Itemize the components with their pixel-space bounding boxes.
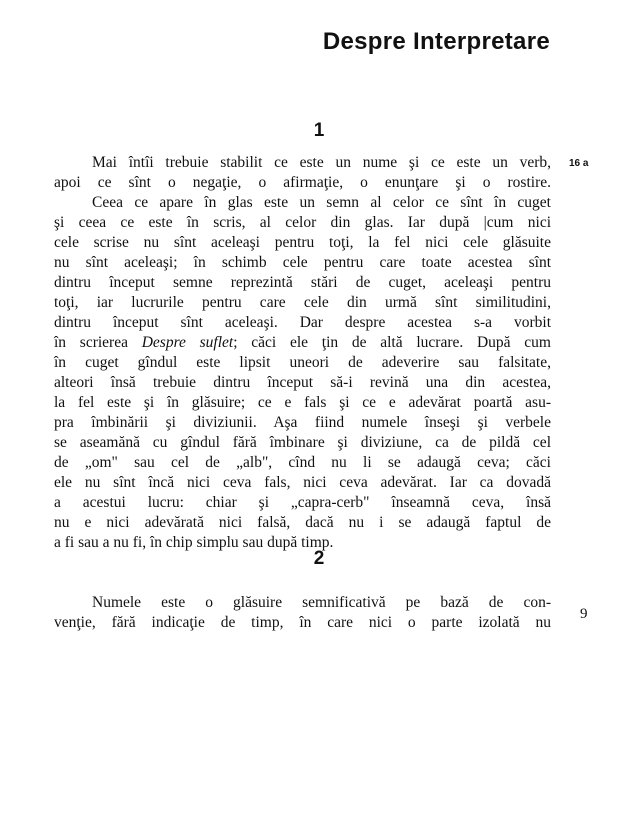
text-line: se aseamănă cu gîndul fără îmbinare şi diviziune, ca de pildă cel <box>54 434 551 451</box>
text-line: la fel este şi în glăsuire; ce e fals şi ce e adevărat poartă asu- <box>54 394 551 411</box>
text-line: a fi sau a nu fi, în chip simplu sau după timp. <box>54 534 334 551</box>
text-line: pra îmbinării şi diviziunii. Aşa fiind numele înseşi şi verbele <box>54 414 551 431</box>
text-line: toţi, iar lucrurile pentru care cele din urmă sînt similitudini, <box>54 294 551 311</box>
text-line: alteori însă trebuie dintru început să-i revină una din acestea, <box>54 374 551 391</box>
margin-reference: 16 a <box>569 158 589 169</box>
cited-work-title: Despre suflet <box>141 334 234 351</box>
text-line: dintru început sînt aceleaşi. Dar despre acestea s-a vorbit <box>54 314 551 331</box>
text-line: apoi ce sînt o negaţie, o afirmaţie, o enunţare şi o rostire. <box>54 174 551 191</box>
text-line: Ceea ce apare în glas este un semn al celor ce sînt în cuget <box>92 194 551 211</box>
text-line: venţie, fără indicaţie de timp, în care nici o parte izolată nu <box>54 614 551 631</box>
text-line: nu e nici adevărată nici falsă, dacă nu i se adaugă faptul de <box>54 514 551 531</box>
text-line: Numele este o glăsuire semnificativă pe bază de con- <box>92 594 551 611</box>
text-line: cele scrise nu sînt aceleaşi pentru toţi, la fel nici cele glăsuite <box>54 234 551 251</box>
margin-reference: 9 <box>580 606 588 622</box>
chapter-number: 2 <box>313 548 325 569</box>
text-line: nu sînt aceleaşi; în schimb cele pentru care toate acestea sînt <box>54 254 551 271</box>
text-line: şi ceea ce este în scris, al celor din glas. Iar după |cum nici <box>54 214 551 231</box>
text-line: de „om" sau cel de „alb", cînd nu li se adaugă ceva; căci <box>54 454 551 471</box>
text-line: a acestui lucru: chiar şi „capra-cerb" înseamnă ceva, însă <box>54 494 551 511</box>
chapter-number: 1 <box>313 120 325 141</box>
text-line: în cuget gîndul este lipsit uneori de adeverire sau falsitate, <box>54 354 551 371</box>
text-line: Mai întîi trebuie stabilit ce este un nume şi ce este un verb, <box>92 154 551 171</box>
text-line: ele nu sînt încă nici ceva fals, nici ceva adevărat. Iar ca dovadă <box>54 474 551 491</box>
text-line: dintru început semne reprezintă stări de cuget, aceleaşi pentru <box>54 274 551 291</box>
running-title: Despre Interpretare <box>322 28 550 55</box>
text-line: în scrierea Despre suflet; căci ele ţin de altă lucrare. După cum <box>54 334 551 351</box>
